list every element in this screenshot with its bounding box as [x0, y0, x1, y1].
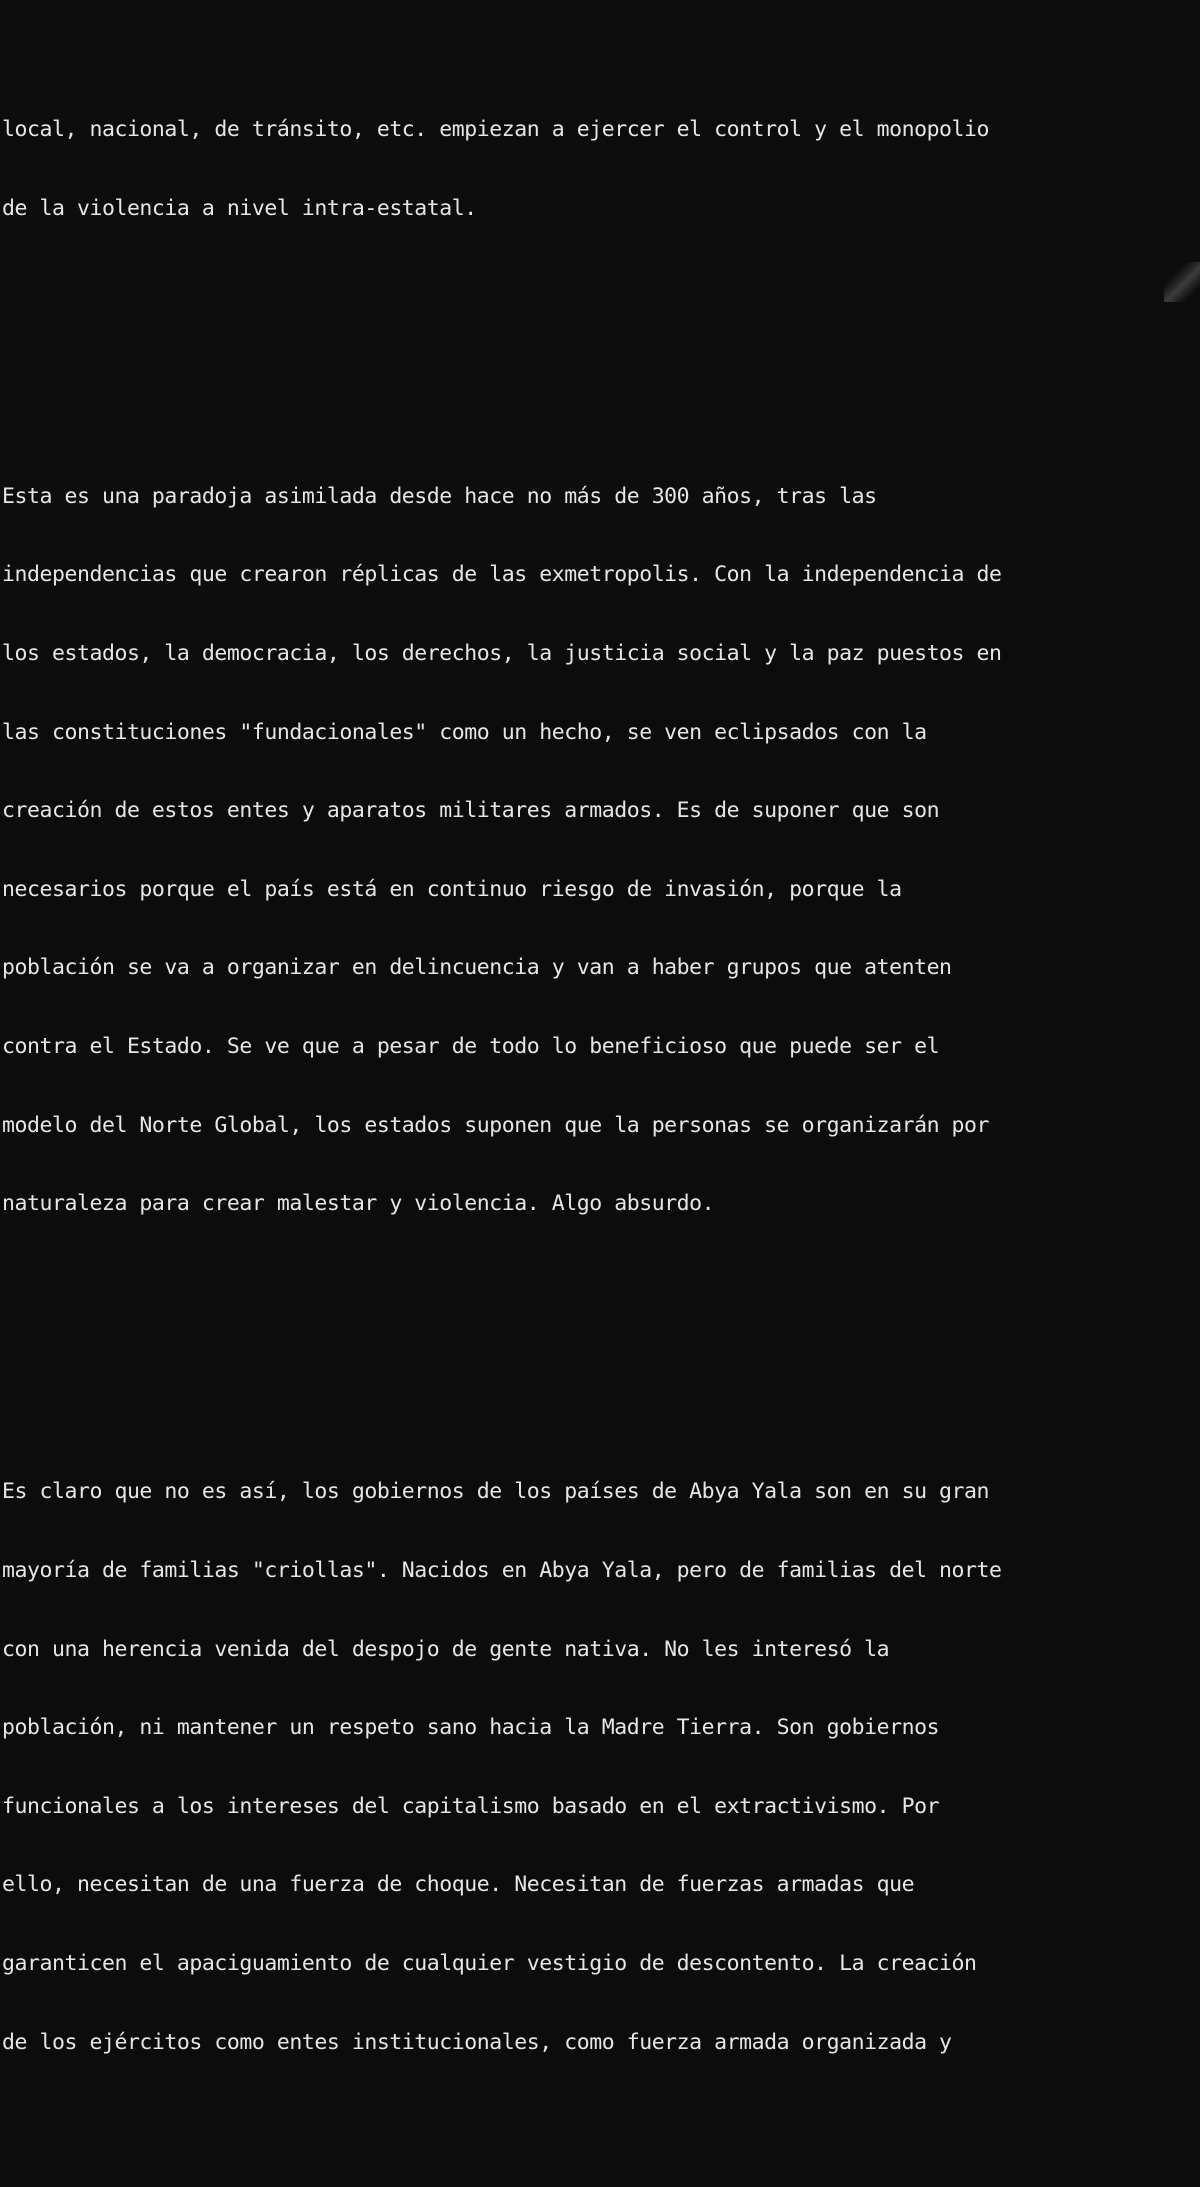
paragraph-2 [2, 431, 1198, 1269]
text-line: modelo del Norte Global, los estados suponen que la personas se organizarán por [2, 1112, 990, 1138]
text-line: garanticen el apaciguamiento de cualquier vestigio de descontento. La creación [2, 1950, 977, 1976]
text-line: los estados, la democracia, los derechos, la justicia social y la paz puestos en [2, 641, 1002, 666]
text-line: naturaleza para crear malestar y violencia. Algo absurdo. [2, 1191, 715, 1217]
text-line: con una herencia venida del despojo de gente nativa. No les interesó la [2, 1636, 890, 1662]
text-line: Esta es una paradoja asimilada desde hace no más de 300 años, tras las [2, 483, 877, 509]
text-line: Es claro que no es así, los gobiernos de los países de Abya Yala son en su gran [2, 1479, 990, 1505]
text-line: local, nacional, de tránsito, etc. empiezan a ejercer el control y el monopolio [2, 117, 990, 143]
text-line: de la violencia a nivel intra-estatal. [2, 195, 477, 221]
text-line: ello, necesitan de una fuerza de choque. Necesitan de fuerzas armadas que [2, 1872, 915, 1898]
text-line: mayoría de familias "criollas". Nacidos en Abya Yala, pero de familias del norte [2, 1557, 1002, 1583]
text-line: las constituciones "fundacionales" como un hecho, se ven eclipsados con la [2, 719, 927, 745]
paragraph-gap [2, 1322, 1198, 1348]
text-line: creación de estos entes y aparatos militares armados. Es de suponer que son [2, 798, 940, 824]
text-line: de los ejércitos como entes institucionales, como fuerza armada organizada y [2, 2029, 952, 2055]
document-text [2, 0, 1198, 2187]
text-line: población se va a organizar en delincuencia y van a haber grupos que atenten [2, 955, 952, 981]
text-line: funcionales a los intereses del capitalismo basado en el extractivismo. Por [2, 1793, 940, 1819]
paragraph-3 [2, 1427, 1198, 2108]
text-line: necesarios porque el país está en continuo riesgo de invasión, porque la [2, 876, 902, 902]
text-line: contra el Estado. Se ve que a pesar de todo lo beneficioso que puede ser el [2, 1033, 940, 1059]
paragraph-1 [2, 65, 1198, 275]
text-line: independencias que crearon réplicas de las exmetropolis. Con la independencia de [2, 562, 1002, 588]
paragraph-gap [2, 327, 1198, 353]
text-line: población, ni mantener un respeto sano hacia la Madre Tierra. Son gobiernos [2, 1715, 940, 1741]
